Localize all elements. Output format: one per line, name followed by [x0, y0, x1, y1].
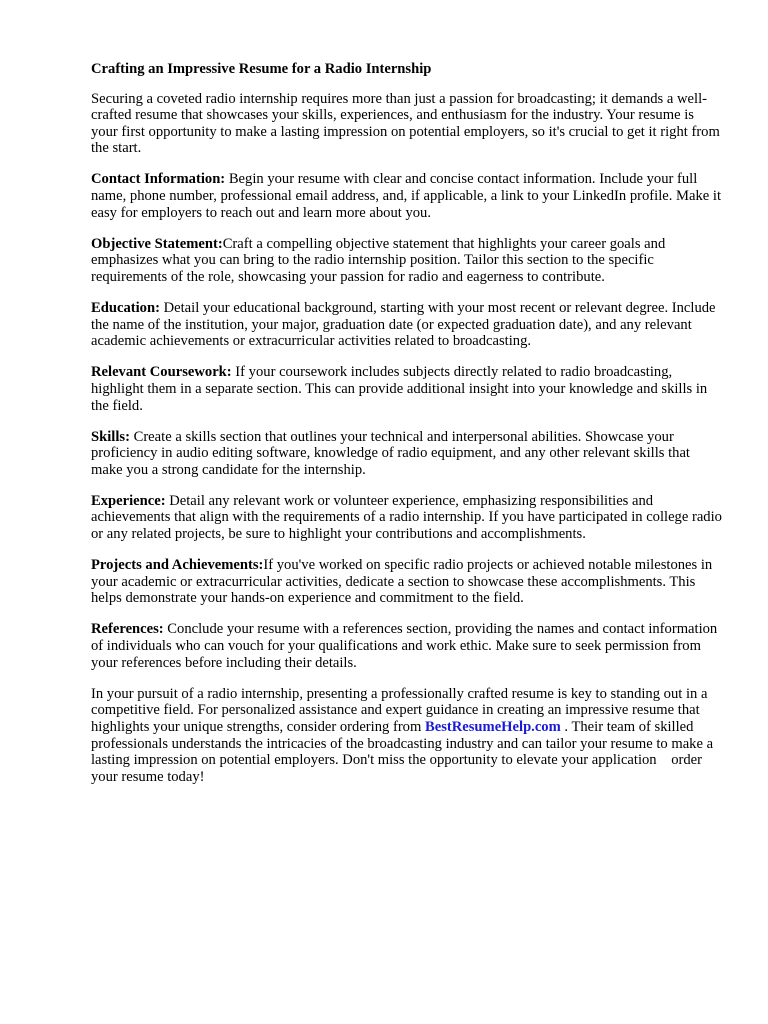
closing-paragraph	[91, 686, 723, 786]
section-label: Skills:	[91, 428, 130, 445]
closing-text-after-link: . Their team of skilled professionals understands the intricacies of the broadcasting industry and can tailor your resume to make a lasting impression on potential employers. Don't miss the opportunity to elevate your application order your resume today!	[91, 718, 717, 785]
best-resume-help-link[interactable]: BestResumeHelp.com	[424, 718, 561, 735]
section-projects-and-achievements	[91, 557, 723, 607]
section-label: Experience:	[91, 492, 166, 509]
section-label: Education:	[91, 300, 160, 317]
intro-paragraph: Securing a coveted radio internship requires more than just a passion for broadcasting; it demands a well-crafted resume that showcases your skills, experiences, and enthusiasm for the industry. Your resume is your first opportunity to make a lasting impression on potential employers, so it's crucial to get it right from the start.	[91, 90, 720, 157]
closing-text-before-link: In your pursuit of a radio internship, presenting a professionally crafted resume is key to standing out in a competitive field. For personalized assistance and expert guidance in creating an impressive resume that highlights your unique strengths, consider ordering from	[91, 685, 712, 735]
section-education	[91, 300, 723, 350]
section-text: Begin your resume with clear and concise contact information. Include your full name, phone number, professional email address, and, if applicable, a link to your LinkedIn profile. Make it easy for employers to reach out and learn more about you.	[91, 171, 722, 221]
section-objective-statement	[91, 236, 723, 286]
section-text: If your coursework includes subjects directly related to radio broadcasting, highlight them in a separate section. This can provide additional insight into your knowledge and skills in the field.	[91, 364, 708, 414]
document-page	[91, 61, 723, 800]
section-relevant-coursework	[91, 364, 723, 414]
section-contact-information	[91, 171, 723, 221]
section-label: Objective Statement:	[91, 235, 223, 252]
section-text: Conclude your resume with a references section, providing the names and contact information of individuals who can vouch for your qualifications and work ethic. Make sure to seek permission from your references before including their details.	[91, 621, 718, 671]
section-label: Contact Information:	[91, 171, 226, 188]
section-label: References:	[91, 621, 164, 638]
section-experience	[91, 493, 723, 543]
section-text: If you've worked on specific radio projects or achieved notable milestones in your academic or extracurricular activities, dedicate a section to showcase these accomplishments. This helps demonstrate your hands-on experience and commitment to the field.	[91, 557, 713, 607]
section-text: Detail any relevant work or volunteer experience, emphasizing responsibilities and achievements that align with the requirements of a radio internship. If you have participated in college radio or any related projects, be sure to highlight your contributions and accomplishments.	[91, 492, 722, 543]
section-label: Relevant Coursework:	[91, 364, 232, 381]
section-skills	[91, 429, 723, 479]
section-text: Create a skills section that outlines your technical and interpersonal abilities. Showcase your proficiency in audio editing software, knowledge of radio equipment, and any other relevant skills that make you a strong candidate for the internship.	[91, 428, 690, 478]
document-title: Crafting an Impressive Resume for a Radio Internship	[91, 61, 432, 77]
section-text: Craft a compelling objective statement that highlights your career goals and emphasizes what you can bring to the radio internship position. Tailor this section to the specific requirements of the role, showcasing your passion for radio and eagerness to contribute.	[91, 235, 666, 285]
section-label: Projects and Achievements:	[91, 557, 264, 574]
section-text: Detail your educational background, starting with your most recent or relevant degree. Include the name of the institution, your major, graduation date (or expected graduation date), and any relevant academic achievements or extracurricular activities related to broadcasting.	[91, 300, 716, 350]
section-references	[91, 621, 723, 671]
